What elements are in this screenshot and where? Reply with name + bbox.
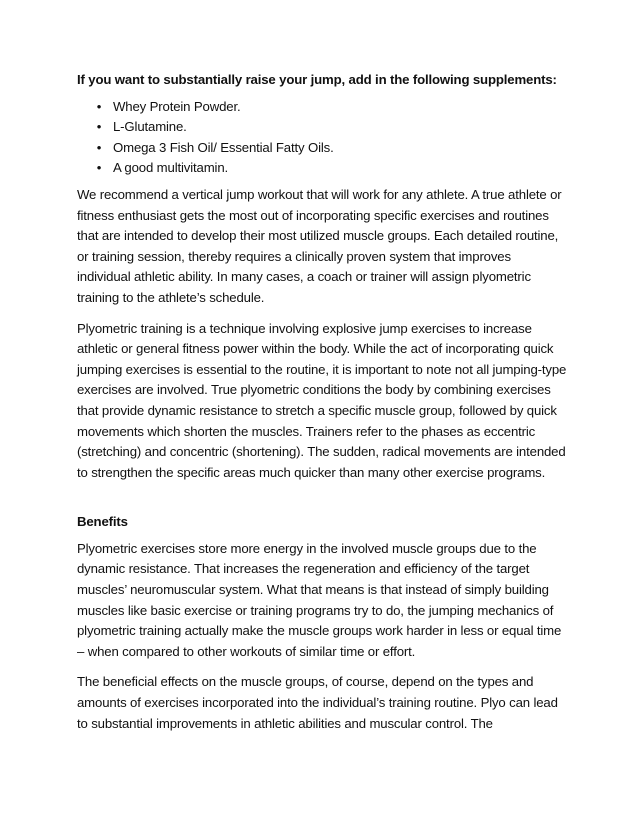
supplement-text: A good multivitamin. (113, 160, 229, 176)
list-item (93, 117, 567, 138)
list-item (93, 138, 567, 159)
list-item (93, 97, 567, 118)
supplement-text: L-Glutamine. (113, 119, 187, 135)
bullet-icon: • (96, 98, 102, 114)
bullet-icon: • (96, 119, 102, 135)
bullet-icon: • (96, 160, 102, 176)
body-paragraph: Plyometric training is a technique involving explosive jump exercises to increase athletic or general fitness power within the body. While the act of incorporating quick jumping exercises is essential to the routine, it is important to note not all jumping-type exercises are involved. True plyometric conditions the body by combining exercises that provide dynamic resistance to stretch a specific muscle group, followed by quick movements which shorten the muscles. Trainers refer to the phases as eccentric (stretching) and concentric (shortening). The sudden, radical movements are intended to strengthen the specific areas much quicker than many other exercise programs. (77, 320, 567, 480)
list-item (93, 158, 567, 179)
supplements-list (77, 97, 567, 179)
body-paragraph: Plyometric exercises store more energy in the involved muscle groups due to the dynamic resistance. That increases the regeneration and efficiency of the target muscles’ neuromuscular system. What that means is that instead of simply building muscles like basic exercise or training programs try to do, the jumping mechanics of plyometric training actually make the muscle groups work harder in less or equal time – when compared to other workouts of similar time or effort. (77, 540, 562, 659)
bullet-icon: • (96, 139, 102, 155)
supplement-text: Omega 3 Fish Oil/ Essential Fatty Oils. (113, 139, 334, 155)
supplement-text: Whey Protein Powder. (113, 98, 241, 114)
document-page (77, 70, 567, 744)
body-paragraph: We recommend a vertical jump workout that will work for any athlete. A true athlete or fitness enthusiast gets the most out of incorporating specific exercises and routines that are intended to develop their most utilized muscle groups. Each detailed routine, or training session, thereby requires a clinically proven system that improves individual athletic ability. In many cases, a coach or trainer will assign plyometric training to the athlete’s schedule. (77, 186, 562, 305)
supplements-heading: If you want to substantially raise your jump, add in the following supplements: (77, 72, 557, 87)
benefits-heading: Benefits (77, 514, 128, 530)
body-paragraph: The beneficial effects on the muscle groups, of course, depend on the types and amounts of exercises incorporated into the individual’s training routine. Plyo can lead to substantial improvements in athletic abilities and muscular control. The (77, 674, 558, 731)
